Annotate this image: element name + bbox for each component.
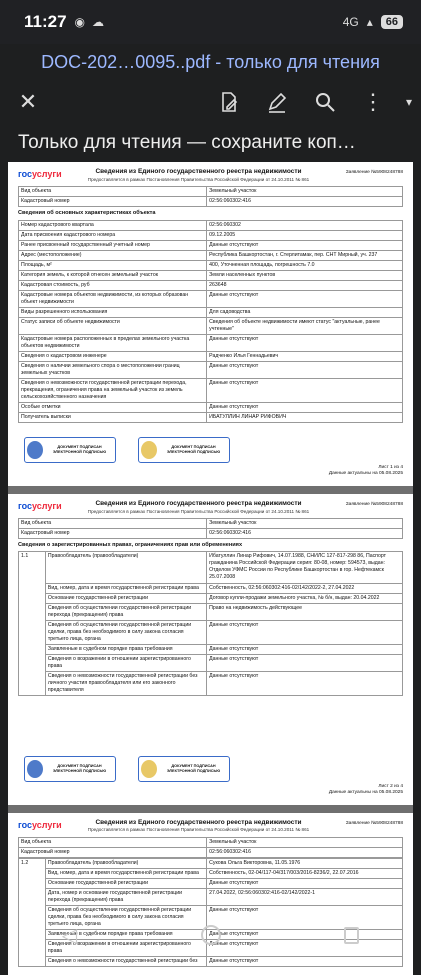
status-time: 11:27 bbox=[24, 12, 67, 31]
table-row: Вид, номер, дата и время государственной регистрации права Собственность, 02:56:060302:416-02/142/2022-2, 27.04.2022 bbox=[19, 583, 403, 593]
table-row: Статус записи об объекте недвижимости Сведения об объекте недвижимости имеют статус "актуальные, ранее учтенные" bbox=[19, 317, 403, 334]
gosuslugi-logo: госуслуги bbox=[18, 169, 62, 179]
table-row: Кадастровые номера расположенных в пределах земельного участка объектов недвижимости Данные отсутствуют bbox=[19, 334, 403, 351]
table-row: Сведения о кадастровом инженере Радченко Илья Геннадьевич bbox=[19, 351, 403, 361]
page-number: Лист 1 из 4 bbox=[378, 464, 403, 470]
page-number: Лист 2 из 4 bbox=[378, 783, 403, 789]
table-row: Получатель выписки ИБАТУЛЛИН ЛИНАР РИФОВИЧ bbox=[19, 412, 403, 422]
signal-icon: ▴ bbox=[366, 15, 373, 29]
table-row: Виды разрешенного использования Для садоводства bbox=[19, 307, 403, 317]
read-only-banner: Только для чтения — сохраните коп… bbox=[18, 132, 356, 153]
section-title: Сведения об основных характеристиках объекта bbox=[18, 210, 156, 217]
table-row: Сведения о возражении в отношении зарегистрированного права Данные отсутствуют bbox=[19, 939, 403, 956]
table-row: 1.2 Правообладатель (правообладатели) Сукова Ольга Викторовна, 11.05.1976 bbox=[19, 858, 403, 868]
table-row: Вид, номер, дата и время государственной регистрации права Собственность, 02-04/117-04/317/003/2016-8236/2, 22.07.2016 bbox=[19, 868, 403, 878]
chat-icon: ◉ bbox=[74, 15, 86, 29]
data-actual-date: Данные актуальны на 05.08.2025 bbox=[328, 471, 403, 477]
object-table bbox=[18, 837, 403, 858]
pdf-page bbox=[8, 494, 413, 805]
table-row: Сведения об осуществлении государственной регистрации перехода (прекращения) права Право на недвижимость действующее bbox=[19, 603, 403, 620]
doc-subtitle: Предоставляется в рамках Постановления Правительства Российской Федерации от 24.10.2011 № 861 bbox=[87, 508, 310, 514]
doc-subtitle: Предоставляется в рамках Постановления Правительства Российской Федерации от 24.10.2011 № 861 bbox=[87, 176, 310, 182]
table-row: Адрес (местоположение) Республика Башкортостан, г. Стерлитамак, пер. СНТ Мирный, уч. 237 bbox=[19, 250, 403, 260]
table-row: Сведения о невозможности государственной регистрации перехода, прекращения, ограничения права на земельный участок из земель сельскохозяйственного назначения Данные отсутствуют bbox=[19, 378, 403, 402]
edit-doc-icon[interactable] bbox=[205, 80, 253, 124]
e-signature-stamp: ДОКУМЕНТ ПОДПИСАН ЭЛЕКТРОННОЙ ПОДПИСЬЮ bbox=[24, 437, 116, 463]
characteristics-table bbox=[18, 220, 403, 423]
table-row: Сведения о возражении в отношении зарегистрированного права Данные отсутствуют bbox=[19, 654, 403, 671]
table-row: Номер кадастрового квартала 02:56:060302 bbox=[19, 220, 403, 230]
table-row: Основание государственной регистрации Договор купли-продажи земельного участка, № б/н, выдан: 20.04.2022 bbox=[19, 593, 403, 603]
doc-title: Сведения из Единого государственного реестра недвижимости bbox=[95, 818, 302, 826]
table-row: Ранее присвоенный государственный учетный номер Данные отсутствуют bbox=[19, 240, 403, 250]
table-row: Площадь, м² 400, Уточненная площадь, погрешность 7.0 bbox=[19, 260, 403, 270]
table-row: Вид объекта Земельный участок bbox=[19, 518, 403, 528]
more-vert-icon[interactable]: ⋮ bbox=[362, 89, 384, 114]
object-table bbox=[18, 186, 403, 207]
pen-icon[interactable] bbox=[253, 80, 301, 124]
gosuslugi-logo: госуслуги bbox=[18, 500, 62, 511]
table-row: Сведения об осуществлении государственной регистрации сделки, права без необходимого в силу закона согласия третьего лица, органа Данные отсутствуют bbox=[19, 905, 403, 929]
table-row: Сведения о невозможности государственной регистрации без личного участия правообладателя или его законного представителя Данные отсутствуют bbox=[19, 671, 403, 695]
notification-icons bbox=[75, 15, 104, 29]
statement-number: Заявление №5908248788 bbox=[345, 170, 403, 175]
rights-table bbox=[18, 551, 403, 695]
table-row: 1.1 Правообладатель (правообладатели) Ибатуллин Линар Рифович, 14.07.1988, СНИЛС 127-817-298 86, Паспорт гражданина Российской Федерации серия: 80-08, номер: 594573, выдан: Отделом УФМС России по Республике Башкортостан в гор. Нефтекамск 25.07.2008 bbox=[19, 552, 403, 583]
e-signature-stamp: ДОКУМЕНТ ПОДПИСАН ЭЛЕКТРОННОЙ ПОДПИСЬЮ bbox=[138, 756, 230, 782]
gosuslugi-logo: госуслуги bbox=[18, 819, 62, 830]
emblem-icon bbox=[141, 441, 157, 459]
data-actual-date: Данные актуальны на 05.08.2025 bbox=[328, 790, 403, 796]
back-icon[interactable]: ◁ bbox=[61, 924, 78, 947]
e-signature-stamp: ДОКУМЕНТ ПОДПИСАН ЭЛЕКТРОННОЙ ПОДПИСЬЮ bbox=[138, 437, 230, 463]
table-row: Сведения о наличии земельного спора о местоположении границ земельных участков Данные отсутствуют bbox=[19, 361, 403, 378]
table-row: Дата присвоения кадастрового номера 09.12.2005 bbox=[19, 230, 403, 240]
table-row: Сведения об осуществлении государственной регистрации сделки, права без необходимого в силу закона согласия третьего лица, органа Данные отсутствуют bbox=[19, 620, 403, 644]
close-icon[interactable]: ✕ bbox=[18, 89, 38, 114]
table-row: Основание государственной регистрации Данные отсутствуют bbox=[19, 878, 403, 888]
table-row: Кадастровые номера объектов недвижимости, из которых образован объект недвижимости Данные отсутствуют bbox=[19, 290, 403, 307]
table-row: Категория земель, к которой отнесен земельный участок Земли населенных пунктов bbox=[19, 270, 403, 280]
table-row: Заявленные в судебном порядке права требования Данные отсутствуют bbox=[19, 929, 403, 939]
cloud-icon: ☁ bbox=[92, 15, 105, 29]
emblem-icon bbox=[27, 760, 43, 778]
e-signature-stamp: ДОКУМЕНТ ПОДПИСАН ЭЛЕКТРОННОЙ ПОДПИСЬЮ bbox=[24, 756, 116, 782]
table-row: Заявленные в судебном порядке права требования Данные отсутствуют bbox=[19, 644, 403, 654]
section-title: Сведения о зарегистрированных правах, ограничениях прав или обременениях bbox=[18, 541, 243, 548]
pdf-page bbox=[8, 162, 413, 486]
table-row: Сведения о невозможности государственной регистрации без Данные отсутствуют bbox=[19, 956, 403, 966]
table-row: Кадастровая стоимость, руб 263648 bbox=[19, 280, 403, 290]
toolbar bbox=[0, 80, 421, 124]
table-row: Кадастровый номер 02:56:060302:416 bbox=[19, 847, 403, 857]
table-row: Вид объекта Земельный участок bbox=[19, 837, 403, 847]
table-row: Вид объекта Земельный участок bbox=[19, 187, 403, 197]
doc-subtitle: Предоставляется в рамках Постановления Правительства Российской Федерации от 24.10.2011 № 861 bbox=[87, 827, 310, 833]
battery-level: 66 bbox=[381, 15, 403, 29]
search-icon[interactable] bbox=[301, 80, 349, 124]
emblem-icon bbox=[141, 760, 157, 778]
recents-icon[interactable] bbox=[344, 927, 359, 944]
table-row: Особые отметки Данные отсутствуют bbox=[19, 402, 403, 412]
pdf-viewer[interactable] bbox=[8, 162, 413, 964]
statement-number: Заявление №5908248788 bbox=[345, 501, 403, 507]
system-nav-bar bbox=[0, 910, 421, 960]
doc-title: Сведения из Единого государственного реестра недвижимости bbox=[95, 168, 302, 175]
table-row: Дата, номер и основание государственной регистрации перехода (прекращения) права 27.04.2022, 02:56:060302:416-02/142/2022-1 bbox=[19, 888, 403, 905]
doc-title: Сведения из Единого государственного реестра недвижимости bbox=[95, 499, 302, 507]
emblem-icon bbox=[27, 441, 43, 459]
statement-number: Заявление №5908248788 bbox=[345, 820, 403, 826]
chevron-down-icon[interactable]: ▾ bbox=[405, 95, 413, 109]
table-row: Кадастровый номер 02:56:060302:416 bbox=[19, 528, 403, 538]
status-bar bbox=[0, 0, 421, 44]
file-title: DOC-202…0095..pdf - только для чтения bbox=[41, 51, 380, 72]
object-table bbox=[18, 518, 403, 539]
table-row: Кадастровый номер 02:56:060302:416 bbox=[19, 197, 403, 207]
signal-type: 4G bbox=[342, 15, 359, 29]
home-icon[interactable] bbox=[201, 925, 221, 945]
